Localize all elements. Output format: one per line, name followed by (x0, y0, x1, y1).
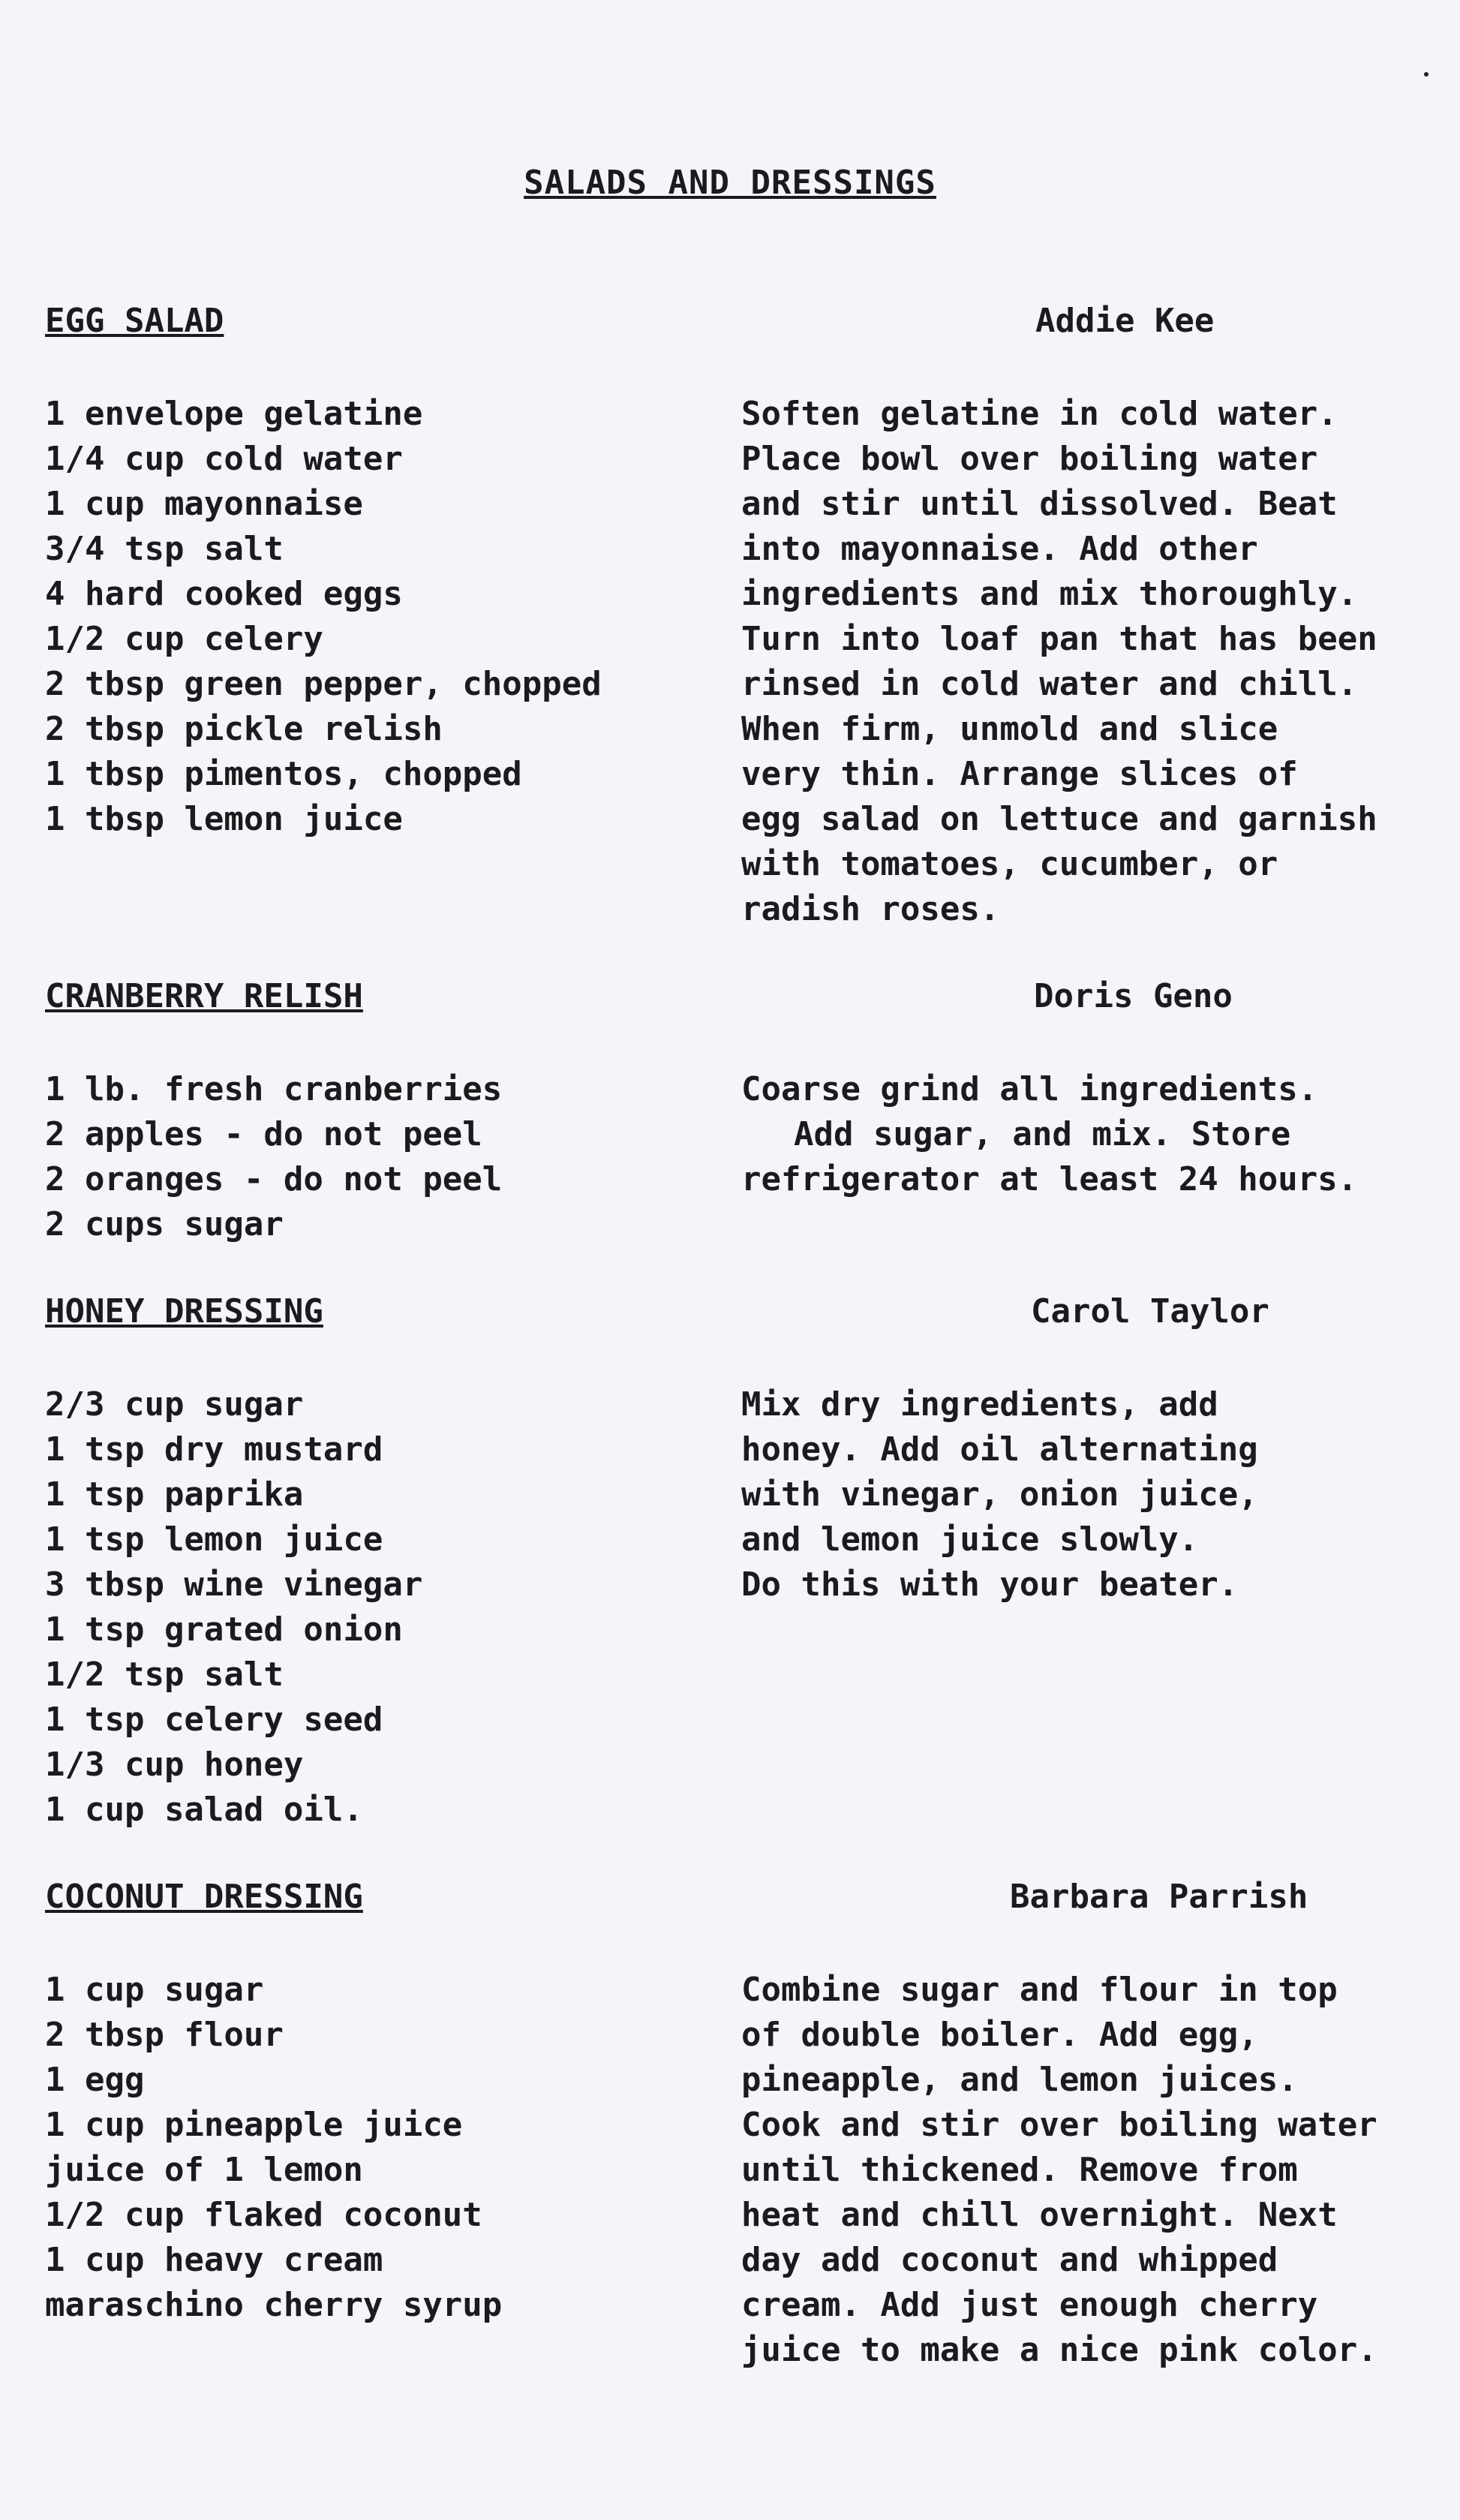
direction-line: refrigerator at least 24 hours. (741, 1160, 1358, 1198)
directions-text (741, 1382, 1460, 1607)
direction-line: juice to make a nice pink color. (741, 2331, 1377, 2369)
ingredient-line: 1 cup mayonnaise (45, 485, 363, 523)
recipe-header (45, 1878, 1455, 1923)
ingredient-line: 1 tbsp pimentos, chopped (45, 755, 522, 793)
direction-line: pineapple, and lemon juices. (741, 2061, 1298, 2099)
direction-line: ingredients and mix thoroughly. (741, 575, 1358, 613)
ingredient-line: 2 cups sugar (45, 1205, 284, 1243)
recipe-author: Doris Geno (1034, 977, 1233, 1015)
recipe-title: CRANBERRY RELISH (45, 977, 363, 1015)
recipe-title: COCONUT DRESSING (45, 1878, 363, 1916)
ingredient-line: 1 lb. fresh cranberries (45, 1070, 503, 1108)
ingredient-line: 2 tbsp pickle relish (45, 710, 443, 748)
ingredient-line: 1/2 cup flaked coconut (45, 2196, 482, 2234)
ingredient-line: 1 tsp celery seed (45, 1701, 383, 1739)
direction-line: day add coconut and whipped (741, 2241, 1278, 2279)
recipe-coconut-dressing (45, 1878, 1455, 2369)
direction-line: Turn into loaf pan that has been (741, 620, 1377, 658)
recipe-title: EGG SALAD (45, 302, 224, 340)
direction-line: very thin. Arrange slices of (741, 755, 1298, 793)
direction-line: Coarse grind all ingredients. (741, 1070, 1318, 1108)
directions-text (741, 1968, 1460, 2373)
ingredient-line: 2 oranges - do not peel (45, 1160, 503, 1198)
ingredient-line: 1 cup pineapple juice (45, 2106, 463, 2144)
ingredient-line: 1/2 tsp salt (45, 1655, 284, 1694)
direction-line: and lemon juice slowly. (741, 1520, 1199, 1559)
ingredient-line: 1 tsp lemon juice (45, 1520, 383, 1559)
ingredient-line: 1 tsp grated onion (45, 1610, 403, 1649)
direction-line: until thickened. Remove from (741, 2151, 1298, 2189)
ingredient-line: 1 egg (45, 2061, 145, 2099)
direction-line: heat and chill overnight. Next (741, 2196, 1338, 2234)
ingredient-line: 1 tsp paprika (45, 1475, 304, 1514)
paper-speck (1424, 72, 1428, 77)
direction-line: radish roses. (741, 890, 1000, 928)
direction-line: cream. Add just enough cherry (741, 2286, 1318, 2324)
direction-line: honey. Add oil alternating (741, 1430, 1258, 1469)
recipe-author: Carol Taylor (1031, 1292, 1269, 1331)
ingredient-line: maraschino cherry syrup (45, 2286, 503, 2324)
directions-text (741, 1067, 1460, 1202)
ingredient-line: 2/3 cup sugar (45, 1385, 304, 1424)
ingredient-line: 1/3 cup honey (45, 1746, 304, 1784)
recipe-title: HONEY DRESSING (45, 1292, 323, 1331)
direction-line: egg salad on lettuce and garnish (741, 800, 1377, 838)
recipe-header (45, 1292, 1455, 1337)
direction-line: Add sugar, and mix. Store (794, 1115, 1291, 1153)
direction-line: Do this with your beater. (741, 1565, 1239, 1604)
ingredient-line: 1/2 cup celery (45, 620, 323, 658)
direction-line: with tomatoes, cucumber, or (741, 845, 1278, 883)
page-title: SALADS AND DRESSINGS (524, 164, 936, 202)
recipe-author: Barbara Parrish (1010, 1878, 1308, 1916)
ingredient-list (45, 1067, 720, 1247)
direction-line: Combine sugar and flour in top (741, 1971, 1338, 2009)
ingredient-line: 1 tbsp lemon juice (45, 800, 403, 838)
ingredient-list (45, 392, 720, 842)
ingredient-line: 1 tsp dry mustard (45, 1430, 383, 1469)
ingredient-list (45, 1382, 720, 1833)
directions-text (741, 392, 1460, 932)
ingredient-line: 4 hard cooked eggs (45, 575, 403, 613)
direction-line: Mix dry ingredients, add (741, 1385, 1218, 1424)
recipe-honey-dressing (45, 1292, 1455, 1829)
ingredient-line: 3/4 tsp salt (45, 530, 284, 568)
direction-line: Soften gelatine in cold water. (741, 395, 1338, 433)
recipe-cranberry-relish (45, 977, 1455, 1243)
direction-line: into mayonnaise. Add other (741, 530, 1258, 568)
direction-line: with vinegar, onion juice, (741, 1475, 1258, 1514)
ingredient-line: 3 tbsp wine vinegar (45, 1565, 423, 1604)
ingredient-line: 2 apples - do not peel (45, 1115, 482, 1153)
direction-line: and stir until dissolved. Beat (741, 485, 1338, 523)
ingredient-line: juice of 1 lemon (45, 2151, 363, 2189)
recipe-header (45, 977, 1455, 1022)
recipe-egg-salad (45, 302, 1455, 928)
direction-line: rinsed in cold water and chill. (741, 665, 1358, 703)
recipe-header (45, 302, 1455, 347)
ingredient-line: 1 envelope gelatine (45, 395, 423, 433)
direction-line: When firm, unmold and slice (741, 710, 1278, 748)
ingredient-line: 1/4 cup cold water (45, 440, 403, 478)
ingredient-line: 2 tbsp flour (45, 2016, 284, 2054)
ingredient-line: 1 cup sugar (45, 1971, 264, 2009)
ingredient-list (45, 1968, 720, 2328)
direction-line: of double boiler. Add egg, (741, 2016, 1258, 2054)
direction-line: Place bowl over boiling water (741, 440, 1318, 478)
recipe-author: Addie Kee (1035, 302, 1215, 340)
ingredient-line: 2 tbsp green pepper, chopped (45, 665, 602, 703)
direction-line: Cook and stir over boiling water (741, 2106, 1377, 2144)
ingredient-line: 1 cup heavy cream (45, 2241, 383, 2279)
ingredient-line: 1 cup salad oil. (45, 1791, 363, 1829)
